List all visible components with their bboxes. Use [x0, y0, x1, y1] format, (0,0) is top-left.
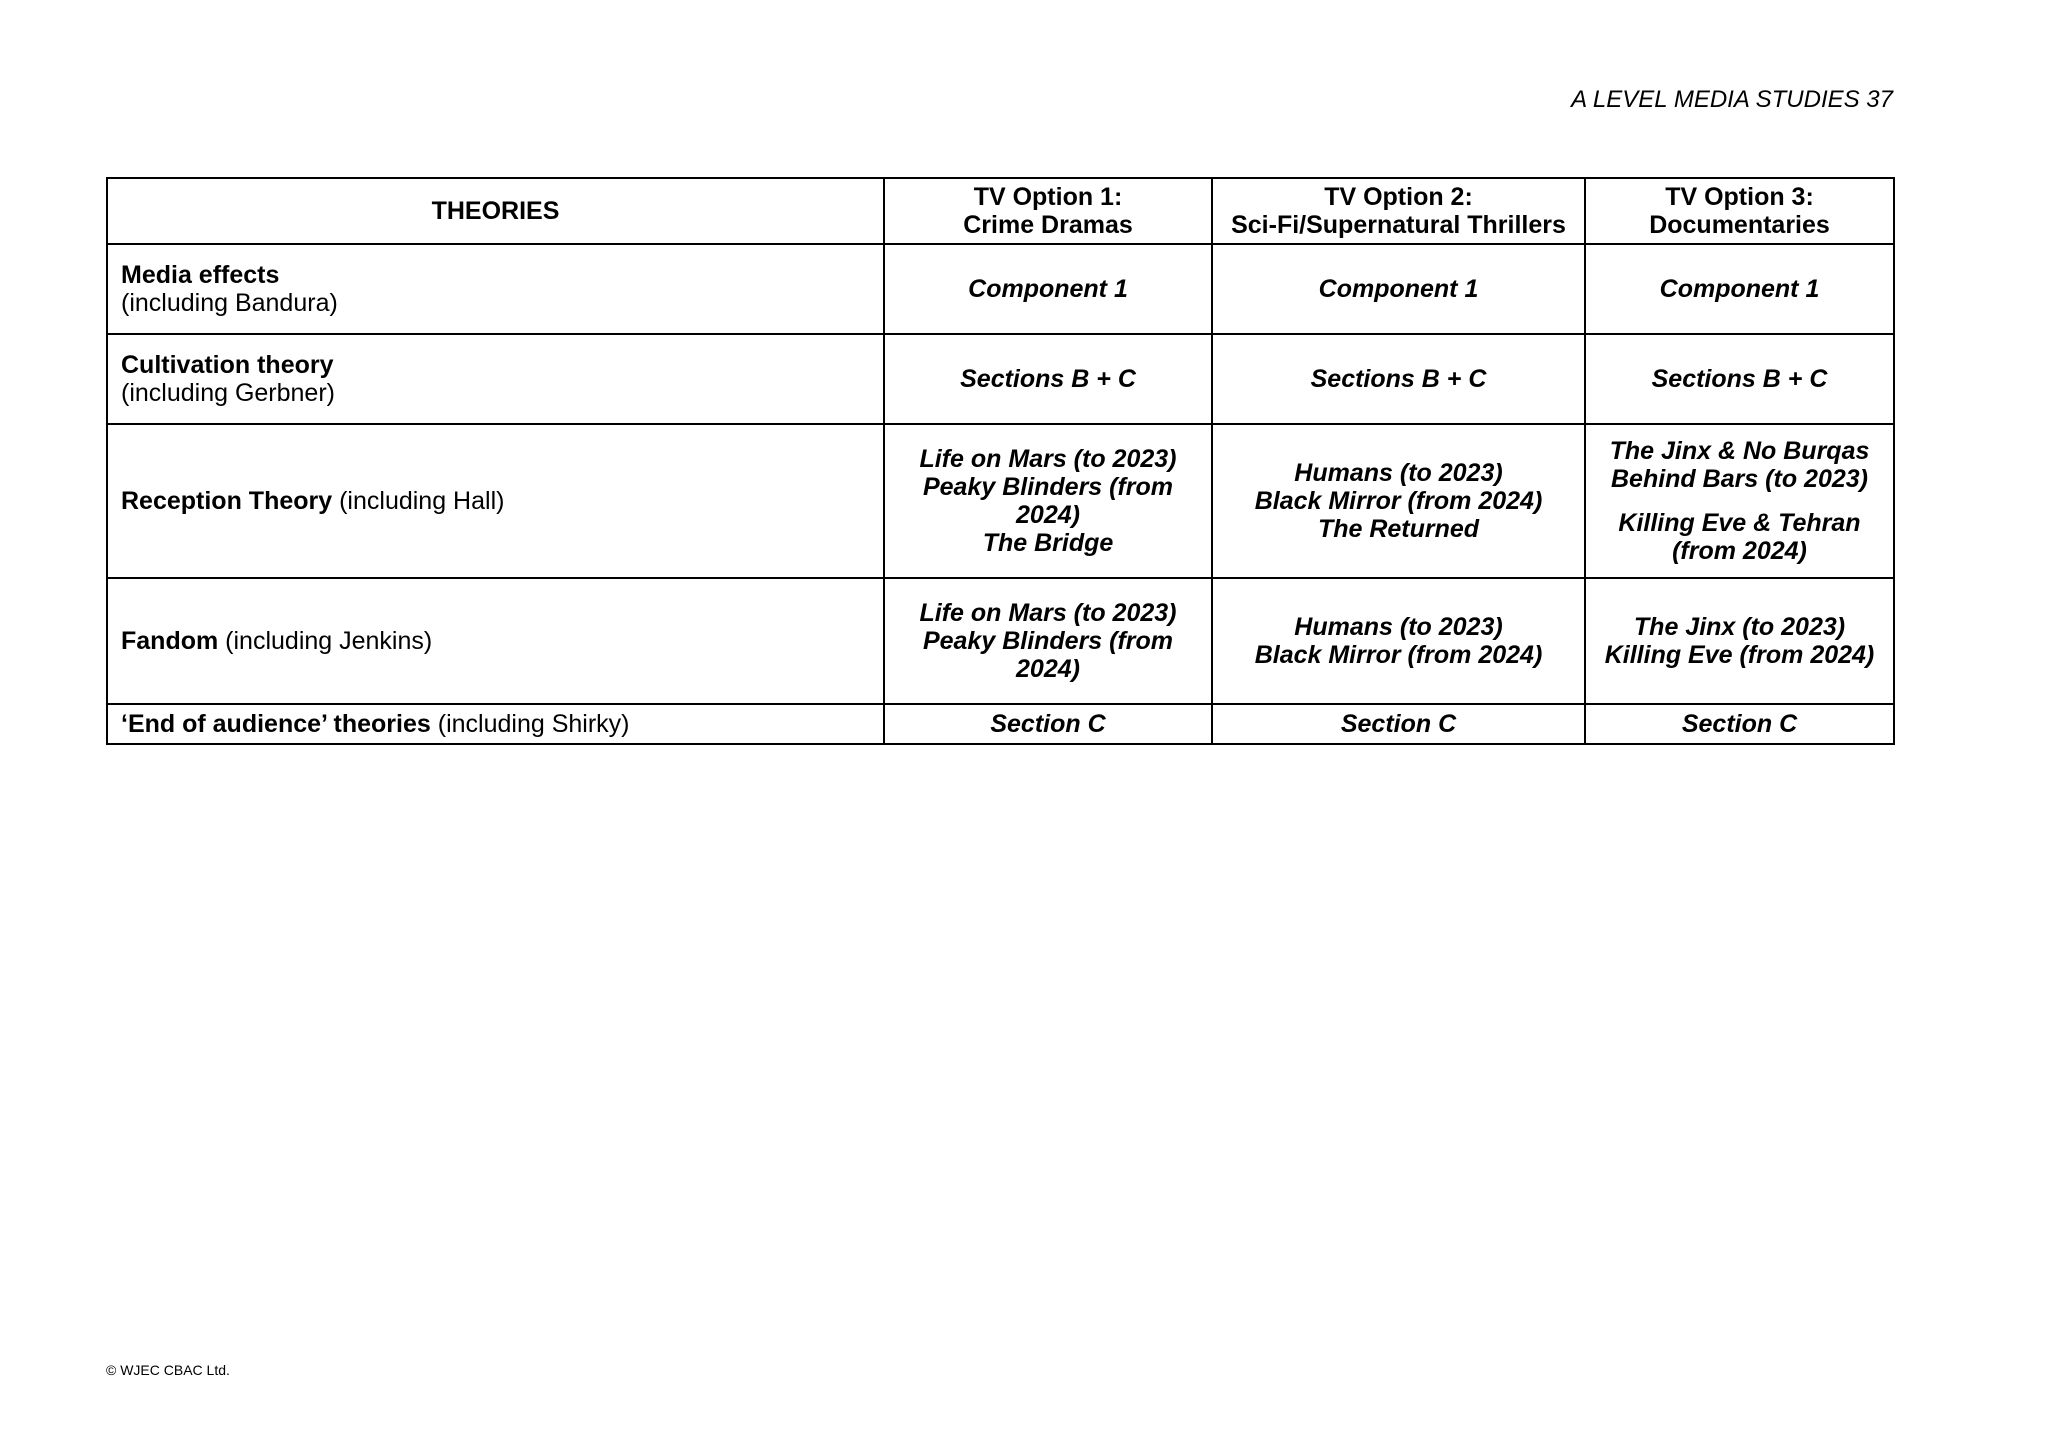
option-1-cell [884, 424, 1212, 578]
header-theories: THEORIES [107, 178, 884, 244]
text-title-line: Humans (to 2023) [1294, 613, 1503, 641]
text-title-line: Humans (to 2023) [1294, 459, 1503, 487]
option-1-cell [884, 578, 1212, 704]
header-option-1-number: TV Option 1: [973, 183, 1123, 211]
text-title-line: Killing Eve (from 2024) [1604, 641, 1875, 669]
theory-detail: (including Shirky) [437, 710, 630, 738]
header-tv-option-2 [1212, 178, 1585, 244]
theory-name: ‘End of audience’ theories [121, 710, 431, 738]
table-row-media-effects [107, 244, 1894, 334]
text-title-line: The Returned [1317, 515, 1480, 543]
text-title-line: The Bridge [982, 529, 1114, 557]
text-title-line: Black Mirror (from 2024) [1254, 641, 1543, 669]
option-3-cell: Sections B + C [1585, 334, 1894, 424]
option-1-cell: Sections B + C [884, 334, 1212, 424]
theory-cell [107, 424, 884, 578]
option-2-cell [1212, 424, 1585, 578]
option-2-cell [1212, 578, 1585, 704]
text-title-line: Life on Mars (to 2023) [919, 445, 1177, 473]
option-2-cell: Component 1 [1212, 244, 1585, 334]
theory-cell [107, 334, 884, 424]
table-header-row [107, 178, 1894, 244]
header-option-3-number: TV Option 3: [1665, 183, 1814, 211]
option-1-cell: Section C [884, 704, 1212, 744]
text-title-line: Black Mirror (from 2024) [1254, 487, 1543, 515]
text-title-line: Killing Eve & Tehran [1618, 509, 1861, 537]
text-title-line: The Jinx & No Burqas [1609, 437, 1870, 465]
table-row-fandom [107, 578, 1894, 704]
text-title-line: Peaky Blinders (from [922, 473, 1174, 501]
option-3-cell [1585, 578, 1894, 704]
theory-detail: (including Bandura) [121, 289, 338, 317]
table-row-reception-theory [107, 424, 1894, 578]
table-row-end-of-audience [107, 704, 1894, 744]
text-title-line: The Jinx (to 2023) [1633, 613, 1846, 641]
option-3-cell: Section C [1585, 704, 1894, 744]
text-title-line: 2024) [1016, 655, 1080, 683]
theory-name: Fandom [121, 627, 219, 655]
option-3-cell: Component 1 [1585, 244, 1894, 334]
option-2-cell: Sections B + C [1212, 334, 1585, 424]
header-option-3-genre: Documentaries [1649, 211, 1830, 239]
theory-name: Media effects [121, 261, 280, 289]
theory-cell [107, 244, 884, 334]
text-title-line: (from 2024) [1672, 537, 1807, 565]
theory-cell [107, 704, 884, 744]
theory-name: Reception Theory [121, 487, 333, 515]
theory-cell [107, 578, 884, 704]
option-3-cell [1585, 424, 1894, 578]
table-row-cultivation-theory [107, 334, 1894, 424]
header-option-1-genre: Crime Dramas [963, 211, 1133, 239]
header-option-2-genre: Sci-Fi/Supernatural Thrillers [1231, 211, 1566, 239]
theory-name: Cultivation theory [121, 351, 334, 379]
theory-detail: (including Jenkins) [225, 627, 433, 655]
option-2-cell: Section C [1212, 704, 1585, 744]
text-title-line: 2024) [1016, 501, 1080, 529]
theory-detail: (including Hall) [339, 487, 505, 515]
option-1-cell: Component 1 [884, 244, 1212, 334]
line-gap [1598, 493, 1881, 509]
page-header: A LEVEL MEDIA STUDIES 37 [1571, 86, 1893, 113]
header-tv-option-3 [1585, 178, 1894, 244]
header-option-2-number: TV Option 2: [1324, 183, 1473, 211]
header-tv-option-1 [884, 178, 1212, 244]
theory-detail: (including Gerbner) [121, 379, 335, 407]
text-title-line: Behind Bars (to 2023) [1610, 465, 1868, 493]
theories-table [106, 177, 1895, 745]
copyright-footer: © WJEC CBAC Ltd. [106, 1362, 230, 1378]
text-title-line: Peaky Blinders (from [922, 627, 1174, 655]
text-title-line: Life on Mars (to 2023) [919, 599, 1177, 627]
